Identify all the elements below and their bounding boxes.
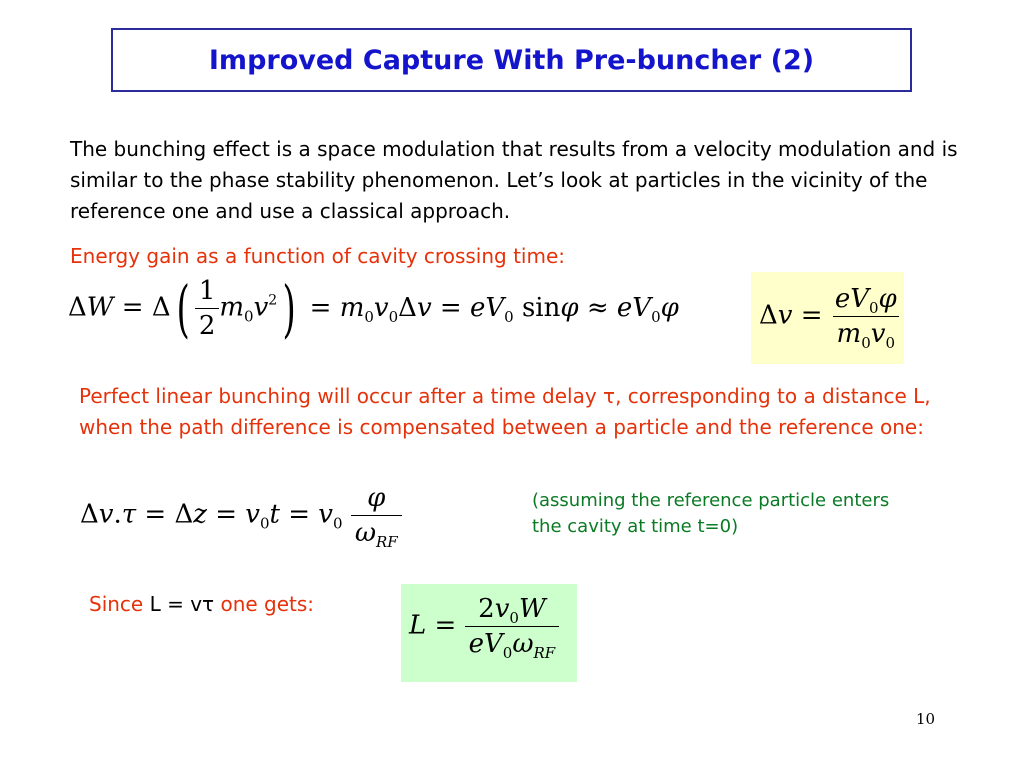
since-line: Since L = vτ one gets:	[89, 592, 315, 616]
delta-v-formula: Δv = $\frac{eV_0\varphi}{m_0v_0}$	[759, 284, 901, 349]
slide-title: Improved Capture With Pre-buncher (2)	[208, 44, 815, 76]
assumption-note: (assuming the reference particle enters the cavity at time t=0)	[532, 490, 890, 537]
l-formula-box	[401, 584, 577, 682]
delta-v-formula-box	[751, 272, 904, 364]
page-number: 10	[916, 710, 936, 728]
since-expression: L = vτ	[149, 592, 215, 616]
bunching-paragraph: Perfect linear bunching will occur after a time delay τ, corresponding to a distance L, when the path difference is compensated between a particle and the reference one:	[79, 384, 931, 439]
energy-gain-equation: ΔW = Δ( $\frac{1}{2}$ $m_0v^2) = m_0v_0\Delta v = eV_0$ $\sin\varphi \approx eV_0\varphi$	[68, 271, 679, 345]
energy-heading: Energy gain as a function of cavity crossing time:	[70, 244, 565, 268]
intro-paragraph: The bunching effect is a space modulation that results from a velocity modulation and is similar to the phase stability phenomenon. Let’s look at particles in the vicinity of the reference one and use a classical approach.	[70, 137, 958, 223]
l-formula: L = $\frac{2v_0W}{eV_0\omega_{RF}}$	[409, 594, 559, 659]
path-difference-equation: $\Delta v.\tau = \Delta z = v_0t = v_0$ $\frac{\varphi}{\omega_{RF}}$	[80, 483, 402, 548]
title-box	[111, 28, 912, 92]
